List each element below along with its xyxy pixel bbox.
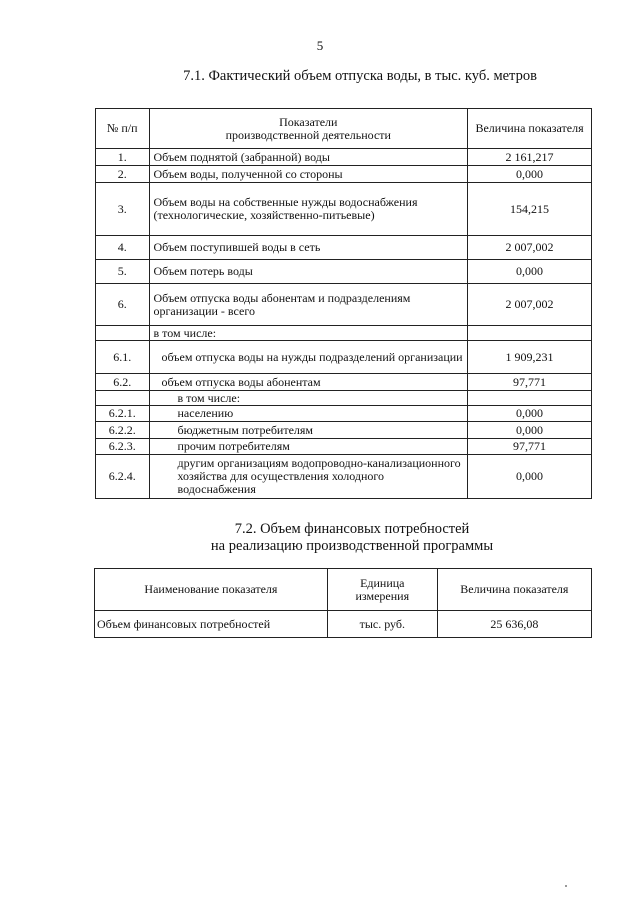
table-row [96, 455, 592, 499]
row-num: 6. [96, 284, 150, 326]
header-value: Величина показателя [468, 109, 592, 149]
row-value [468, 391, 592, 406]
table-row [96, 326, 592, 341]
header-unit [327, 569, 437, 611]
row-value: 97,771 [468, 439, 592, 455]
table-header-row [96, 109, 592, 149]
row-name: Объем поступившей воды в сеть [149, 236, 468, 260]
table-row [96, 439, 592, 455]
table-row [96, 166, 592, 183]
table-row [96, 260, 592, 284]
table-row [96, 284, 592, 326]
table-row [95, 611, 592, 638]
row-num: 6.2.3. [96, 439, 150, 455]
row-value: 0,000 [468, 260, 592, 284]
table-header-row [95, 569, 592, 611]
table-row [96, 149, 592, 166]
row-value: 2 161,217 [468, 149, 592, 166]
row-value: 0,000 [468, 166, 592, 183]
row-num: 2. [96, 166, 150, 183]
row-value: 97,771 [468, 374, 592, 391]
row-num: 5. [96, 260, 150, 284]
section-title-finance-line1: 7.2. Объем финансовых потребностей [234, 521, 470, 537]
row-value: 2 007,002 [468, 236, 592, 260]
row-name: Объем отпуска воды абонентам и подразделениям организации - всего [149, 284, 468, 326]
table-row [96, 406, 592, 422]
section-title-finance [32, 521, 640, 555]
row-value: 1 909,231 [468, 341, 592, 374]
row-name: прочим потребителям [149, 439, 468, 455]
row-num: 3. [96, 183, 150, 236]
row-num [96, 391, 150, 406]
header-indicator-line1: Показатели [279, 114, 338, 129]
row-name: бюджетным потребителям [149, 422, 468, 439]
page-number: 5 [316, 38, 324, 53]
row-name: в том числе: [149, 326, 468, 341]
table-row [96, 374, 592, 391]
row-name: объем отпуска воды абонентам [149, 374, 468, 391]
row-value: 0,000 [468, 406, 592, 422]
table-row [96, 183, 592, 236]
water-volume-table [95, 108, 592, 499]
header-value: Величина показателя [437, 569, 591, 611]
row-num: 6.2.4. [96, 455, 150, 499]
row-name: Объем финансовых потребностей [95, 611, 328, 638]
header-unit-line2: измерения [355, 588, 410, 603]
row-name: населению [149, 406, 468, 422]
header-indicator-line2: производственной деятельности [225, 127, 391, 142]
row-value: 154,215 [468, 183, 592, 236]
row-unit: тыс. руб. [327, 611, 437, 638]
row-name: Объем воды, полученной со стороны [149, 166, 468, 183]
row-name: Объем потерь воды [149, 260, 468, 284]
header-indicator [149, 109, 468, 149]
row-value: 0,000 [468, 422, 592, 439]
row-num: 4. [96, 236, 150, 260]
row-name: в том числе: [149, 391, 468, 406]
row-num: 6.1. [96, 341, 150, 374]
section-title-finance-line2: на реализацию производственной программы [210, 538, 494, 554]
row-name: Объем воды на собственные нужды водоснабжения (технологические, хозяйственно-питьевые) [149, 183, 468, 236]
row-num [96, 326, 150, 341]
row-value: 0,000 [468, 455, 592, 499]
header-unit-line1: Единица [360, 575, 405, 590]
table-row [96, 236, 592, 260]
table-row [96, 391, 592, 406]
row-num: 1. [96, 149, 150, 166]
header-name: Наименование показателя [95, 569, 328, 611]
row-name: Объем поднятой (забранной) воды [149, 149, 468, 166]
row-value: 25 636,08 [437, 611, 591, 638]
row-num: 6.2.2. [96, 422, 150, 439]
row-value [468, 326, 592, 341]
section-title-water-volume: 7.1. Фактический объем отпуска воды, в тыс. куб. метров [183, 68, 537, 84]
header-num: № п/п [96, 109, 150, 149]
finance-table [94, 568, 592, 638]
row-name: объем отпуска воды на нужды подразделений организации [149, 341, 468, 374]
row-name: другим организациям водопроводно-канализационного хозяйства для осуществления холодного водоснабжения [149, 455, 468, 499]
scan-mark [565, 885, 567, 887]
table-row [96, 341, 592, 374]
table-row [96, 422, 592, 439]
row-num: 6.2.1. [96, 406, 150, 422]
row-num: 6.2. [96, 374, 150, 391]
row-value: 2 007,002 [468, 284, 592, 326]
